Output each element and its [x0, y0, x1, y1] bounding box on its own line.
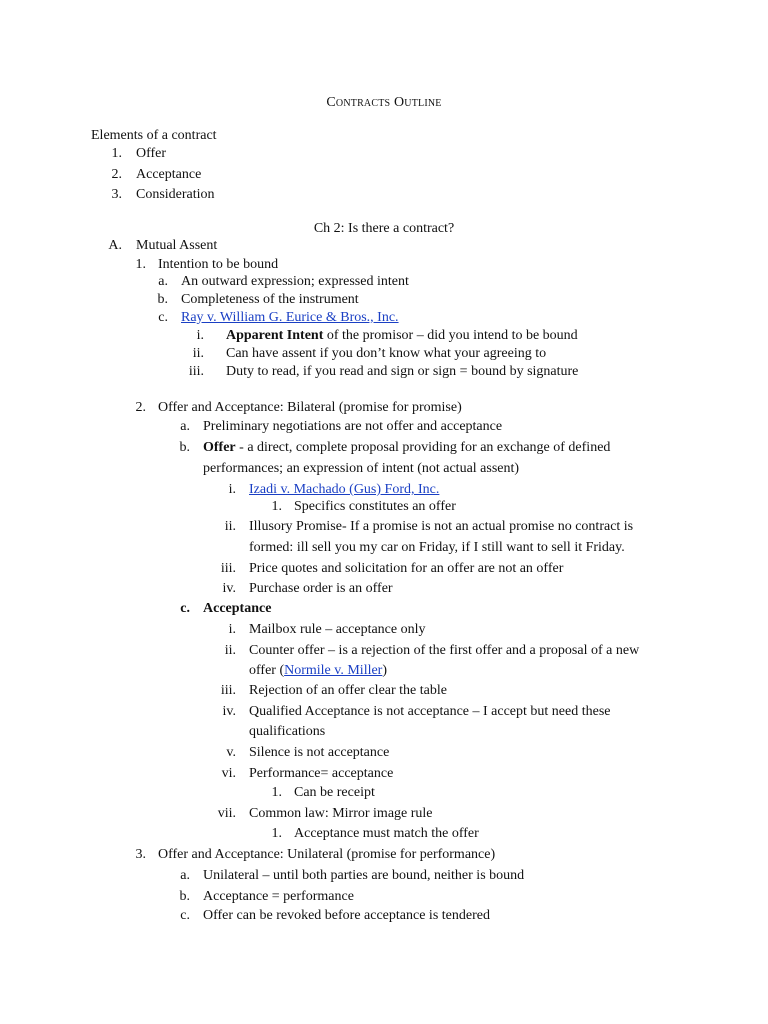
list-number: 1.	[271, 499, 282, 514]
list-roman: iii.	[220, 683, 236, 698]
list-item: Purchase order is an offer	[249, 581, 393, 596]
subsection-heading: Acceptance	[203, 601, 272, 616]
list-item	[203, 439, 610, 457]
list-number: 3.	[135, 847, 146, 862]
list-number: 2.	[111, 167, 122, 182]
list-item: Illusory Promise- If a promise is not an actual promise no contract is	[249, 519, 634, 534]
list-number: 2.	[135, 400, 146, 415]
list-item: Common law: Mirror image rule	[249, 806, 433, 821]
list-item: Price quotes and solicitation for an offer are not an offer	[249, 561, 564, 576]
page-title: Contracts Outline	[326, 95, 442, 110]
list-item: Offer and Acceptance: Bilateral (promise for promise)	[158, 400, 462, 415]
list-roman: i.	[196, 328, 204, 343]
list-number: 1.	[271, 785, 282, 800]
list-item: Performance= acceptance	[249, 766, 394, 781]
list-roman: v.	[226, 745, 236, 760]
list-roman: ii.	[192, 346, 204, 361]
list-number: 1.	[111, 146, 122, 161]
item-text: - a direct, complete proposal providing for an exchange of defined	[235, 440, 611, 455]
list-roman: iv.	[222, 704, 236, 719]
list-roman: ii.	[224, 643, 236, 658]
list-item: Preliminary negotiations are not offer and acceptance	[203, 419, 503, 434]
list-roman: i.	[228, 622, 236, 637]
list-item: Counter offer – is a rejection of the first offer and a proposal of a new	[249, 643, 640, 658]
list-item: Offer can be revoked before acceptance is tendered	[203, 908, 490, 923]
list-item: Intention to be bound	[158, 257, 279, 272]
section-heading: Mutual Assent	[136, 238, 218, 253]
intro-heading: Elements of a contract	[91, 128, 217, 143]
list-roman: iii.	[188, 364, 204, 379]
list-item: Duty to read, if you read and sign or sign = bound by signature	[226, 364, 579, 379]
list-item: Mailbox rule – acceptance only	[249, 622, 426, 637]
list-letter: b.	[179, 440, 190, 455]
case-link-ray[interactable]: Ray v. William G. Eurice & Bros., Inc.	[181, 310, 399, 325]
list-item	[226, 327, 578, 345]
case-link-izadi[interactable]: Izadi v. Machado (Gus) Ford, Inc.	[249, 482, 440, 497]
section-letter: A.	[108, 238, 122, 253]
list-letter: a.	[180, 419, 190, 434]
item-text: of the promisor – did you intend to be bound	[323, 328, 578, 343]
list-item-continuation: qualifications	[249, 724, 326, 739]
list-roman: iii.	[220, 561, 236, 576]
chapter-heading: Ch 2: Is there a contract?	[313, 221, 455, 236]
list-letter: b.	[157, 292, 168, 307]
bold-term: Apparent Intent	[226, 328, 324, 343]
list-roman: i.	[228, 482, 236, 497]
list-item: Consideration	[136, 187, 215, 202]
list-item: Acceptance must match the offer	[294, 826, 479, 841]
list-item-continuation: formed: ill sell you my car on Friday, if I still want to sell it Friday.	[249, 540, 625, 555]
list-letter: a.	[158, 274, 168, 289]
list-item: Can have assent if you don’t know what your agreeing to	[226, 346, 547, 361]
list-number: 3.	[111, 187, 122, 202]
list-item-continuation: performances; an expression of intent (not actual assent)	[203, 461, 520, 476]
list-item-continuation	[249, 662, 387, 680]
list-number: 1.	[135, 257, 146, 272]
list-item: Offer	[136, 146, 167, 161]
list-item: Unilateral – until both parties are bound, neither is bound	[203, 868, 525, 883]
list-item: Qualified Acceptance is not acceptance – I accept but need these	[249, 704, 611, 719]
list-item: Offer and Acceptance: Unilateral (promise for performance)	[158, 847, 496, 862]
list-letter: b.	[179, 889, 190, 904]
list-letter: c.	[180, 601, 190, 616]
bold-term: Offer	[203, 440, 236, 455]
list-letter: c.	[180, 908, 190, 923]
list-item: Acceptance	[136, 167, 202, 182]
list-item: An outward expression; expressed intent	[181, 274, 409, 289]
list-item: Silence is not acceptance	[249, 745, 390, 760]
list-letter: a.	[180, 868, 190, 883]
list-letter: c.	[158, 310, 168, 325]
list-roman: iv.	[222, 581, 236, 596]
list-roman: vi.	[221, 766, 236, 781]
list-roman: ii.	[224, 519, 236, 534]
list-item: Completeness of the instrument	[181, 292, 359, 307]
item-text: offer (	[249, 663, 285, 678]
item-text: )	[382, 663, 388, 678]
list-item: Rejection of an offer clear the table	[249, 683, 447, 698]
list-roman: vii.	[217, 806, 236, 821]
list-number: 1.	[271, 826, 282, 841]
list-item: Acceptance = performance	[203, 889, 354, 904]
list-item: Specifics constitutes an offer	[294, 499, 456, 514]
list-item: Can be receipt	[294, 785, 375, 800]
case-link-normile[interactable]: Normile v. Miller	[284, 663, 383, 678]
